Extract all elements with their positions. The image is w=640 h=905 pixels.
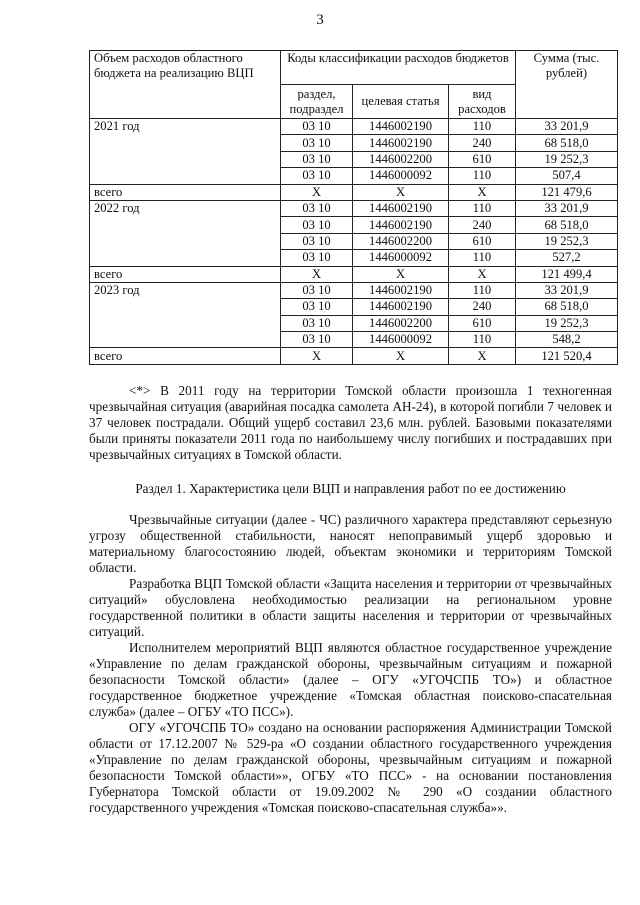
expense-type-cell: 110 [449,332,516,348]
section-code-cell: Х [281,184,353,200]
header-sum: Сумма (тыс. рублей) [516,51,618,119]
table-header-row [90,51,618,85]
expense-type-cell: 110 [449,250,516,266]
table-row [90,233,618,249]
header-classification-codes: Коды классификации расходов бюджетов [281,51,516,85]
target-article-cell: 1446002190 [353,200,449,216]
section-title: Раздел 1. Характеристика цели ВЦП и направления работ по ее достижению [135,481,566,496]
section-code-cell: 03 10 [281,135,353,151]
table-row [90,184,618,200]
row-label-cell [90,168,281,184]
expense-type-cell: 610 [449,151,516,167]
section-code-cell: 03 10 [281,315,353,331]
target-article-cell: 1446002200 [353,315,449,331]
body-text [89,512,612,816]
row-label-cell [90,332,281,348]
sum-cell: 33 201,9 [516,119,618,135]
table-row [90,266,618,282]
row-label-cell [90,315,281,331]
section-code-cell: Х [281,348,353,364]
row-label-cell: всего [90,348,281,364]
target-article-cell: Х [353,184,449,200]
table-row [90,200,618,216]
footnote [89,383,612,463]
paragraph: Чрезвычайные ситуации (далее - ЧС) различного характера представляют серьезную угрозу общественной стабильности, наносят непоправимый ущерб здоровью и материальному благосостоянию людей, объектам экономики и территориям Томской области. [89,512,612,575]
target-article-cell: 1446002190 [353,299,449,315]
expense-type-cell: 240 [449,135,516,151]
expense-type-cell: 110 [449,168,516,184]
row-label-cell [90,217,281,233]
sum-cell: 527,2 [516,250,618,266]
table-row [90,250,618,266]
sum-cell: 33 201,9 [516,282,618,298]
expense-type-cell: 610 [449,315,516,331]
target-article-cell: 1446002190 [353,135,449,151]
paragraph: Разработка ВЦП Томской области «Защита населения и территории от чрезвычайных ситуаций» обусловлена необходимостью реализации на региональном уровне государственной политики в области защиты населения и территории от чрезвычайных ситуаций. [89,576,612,639]
budget-table [89,50,618,365]
table-row [90,348,618,364]
sum-cell: 507,4 [516,168,618,184]
page-number: 3 [316,12,324,28]
header-budget-volume: Объем расходов областного бюджета на реализацию ВЦП [90,51,281,119]
header-expense-type: вид расходов [449,85,516,119]
header-section: раздел, подраздел [281,85,353,119]
row-label-cell [90,135,281,151]
expense-type-cell: Х [449,348,516,364]
row-label-cell: 2021 год [90,119,281,135]
row-label-cell: всего [90,184,281,200]
section-code-cell: 03 10 [281,332,353,348]
expense-type-cell: 110 [449,119,516,135]
sum-cell: 19 252,3 [516,233,618,249]
target-article-cell: 1446002200 [353,233,449,249]
section-code-cell: 03 10 [281,151,353,167]
row-label-cell: всего [90,266,281,282]
row-label-cell [90,151,281,167]
expense-type-cell: 110 [449,282,516,298]
section-code-cell: 03 10 [281,233,353,249]
target-article-cell: 1446002190 [353,119,449,135]
expense-type-cell: 110 [449,200,516,216]
expense-type-cell: Х [449,184,516,200]
section-code-cell: 03 10 [281,168,353,184]
row-label-cell: 2022 год [90,200,281,216]
row-label-cell [90,250,281,266]
row-label-cell [90,233,281,249]
expense-type-cell: 610 [449,233,516,249]
sum-cell: 121 520,4 [516,348,618,364]
row-label-cell: 2023 год [90,282,281,298]
expense-type-cell: Х [449,266,516,282]
table-row [90,282,618,298]
sum-cell: 33 201,9 [516,200,618,216]
target-article-cell: Х [353,266,449,282]
row-label-cell [90,299,281,315]
expense-type-cell: 240 [449,217,516,233]
section-code-cell: 03 10 [281,217,353,233]
table-row [90,119,618,135]
section-code-cell: 03 10 [281,119,353,135]
sum-cell: 19 252,3 [516,315,618,331]
target-article-cell: 1446002190 [353,282,449,298]
table-row [90,332,618,348]
table-row [90,135,618,151]
target-article-cell: 1446000092 [353,332,449,348]
target-article-cell: 1446000092 [353,250,449,266]
table-row [90,315,618,331]
header-target-article: целевая статья [353,85,449,119]
target-article-cell: 1446000092 [353,168,449,184]
sum-cell: 548,2 [516,332,618,348]
footnote-text: <*> В 2011 году на территории Томской области произошла 1 техногенная чрезвычайная ситуация (аварийная посадка самолета АН-24), в которой погибли 7 человек и 37 человек пострадали. Общий ущерб составил 23,6 млн. рублей. Базовыми показателями были приняты показатели 2011 года по наибольшему числу погибших и пострадавших при чрезвычайных ситуациях в Томской области. [89,383,612,462]
sum-cell: 68 518,0 [516,217,618,233]
section-code-cell: 03 10 [281,299,353,315]
section-code-cell: 03 10 [281,250,353,266]
sum-cell: 121 479,6 [516,184,618,200]
target-article-cell: 1446002190 [353,217,449,233]
table-row [90,299,618,315]
paragraph: Исполнителем мероприятий ВЦП являются областное государственное учреждение «Управление по делам гражданской обороны, чрезвычайным ситуациям и пожарной безопасности Томской области» (далее – ОГУ «УГОЧСПБ ТО») и областное государственное бюджетное учреждение «Томская областная поисково-спасательная служба» (далее – ОГБУ «ТО ПСС»). [89,640,612,719]
table-row [90,151,618,167]
target-article-cell: Х [353,348,449,364]
sum-cell: 121 499,4 [516,266,618,282]
sum-cell: 68 518,0 [516,299,618,315]
section-code-cell: 03 10 [281,282,353,298]
expense-type-cell: 240 [449,299,516,315]
target-article-cell: 1446002200 [353,151,449,167]
table-row [90,217,618,233]
paragraph: ОГУ «УГОЧСПБ ТО» создано на основании распоряжения Администрации Томской области от 17.12.2007 № 529-ра «О создании областного государственного учреждения «Управление по делам гражданской обороны, чрезвычайным ситуациям и пожарной безопасности Томской области»», ОГБУ «ТО ПСС» - на основании постановления Губернатора Томской области от 19.09.2002 № 290 «О создании областного государственного учреждения «Томская поисково-спасательная служба»». [89,720,612,815]
table-row [90,168,618,184]
section-code-cell: 03 10 [281,200,353,216]
sum-cell: 19 252,3 [516,151,618,167]
section-code-cell: Х [281,266,353,282]
sum-cell: 68 518,0 [516,135,618,151]
